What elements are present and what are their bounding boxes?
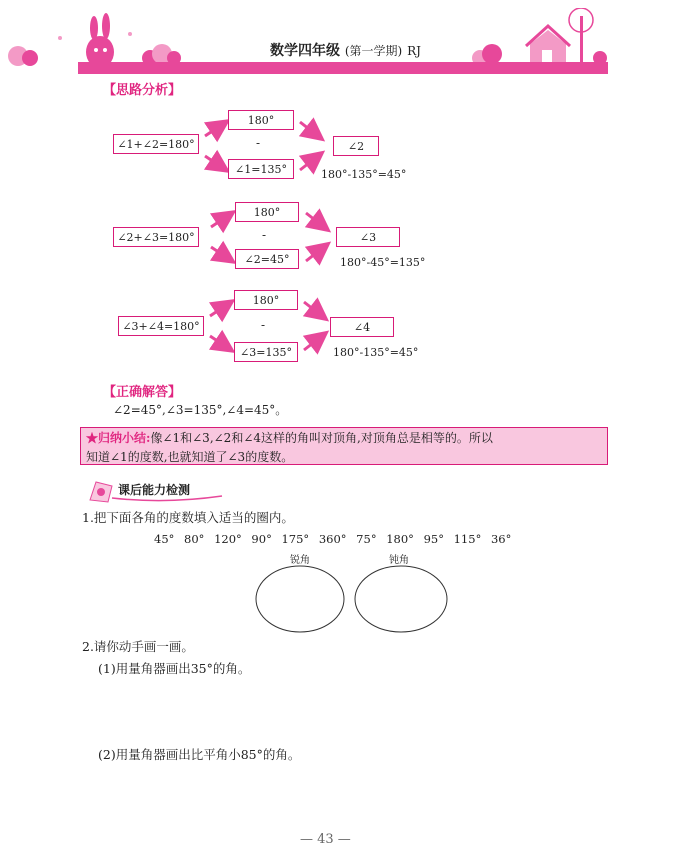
answer-heading: 【正确解答】 xyxy=(103,385,182,400)
calc-3: 180°-135°=45° xyxy=(333,346,419,359)
obtuse-circle[interactable] xyxy=(355,566,447,632)
minus-sign-2: - xyxy=(262,228,267,242)
book-title: 数学四年级 xyxy=(270,43,340,59)
page-number: — 43 — xyxy=(300,832,351,847)
book-subtitle: (第一学期) xyxy=(344,44,403,58)
after-class-title: 课后能力检测 xyxy=(118,483,191,497)
top-box-2: 180° xyxy=(235,202,299,222)
calc-1: 180°-135°=45° xyxy=(321,168,407,181)
minus-sign-3: - xyxy=(261,318,266,332)
arrow-group-1 xyxy=(197,112,231,182)
answer-text: ∠2=45°,∠3=135°,∠4=45°。 xyxy=(113,403,288,417)
question-2-sub-1: (1)用量角器画出35°的角。 xyxy=(98,661,251,676)
bottom-box-2: ∠2=45° xyxy=(235,249,299,269)
equation-box-1: ∠1+∠2=180° xyxy=(113,134,199,154)
summary-line-2: 知道∠1的度数,也就知道了∠3的度数。 xyxy=(86,450,294,464)
summary-line-1: 像∠1和∠3,∠2和∠4这样的角叫对顶角,对顶角总是相等的。所以 xyxy=(150,431,493,445)
analysis-heading: 【思路分析】 xyxy=(103,83,182,98)
book-edition: RJ xyxy=(407,44,421,58)
angle-values: 45° 80° 120° 90° 175° 360° 75° 180° 95° 115° 36° xyxy=(154,532,512,546)
arrow-merge-2 xyxy=(298,203,338,273)
top-box-3: 180° xyxy=(234,290,298,310)
equation-box-2: ∠2+∠3=180° xyxy=(113,227,199,247)
minus-sign-1: - xyxy=(256,136,261,150)
result-box-2: ∠3 xyxy=(336,227,400,247)
question-2: 2.请你动手画一画。 xyxy=(82,639,194,654)
summary-lead: ★归纳小结: xyxy=(86,431,151,445)
summary-text xyxy=(86,429,606,467)
arrow-group-3 xyxy=(202,292,236,362)
question-1: 1.把下面各角的度数填入适当的圈内。 xyxy=(82,510,294,525)
header-band xyxy=(78,62,608,74)
result-box-1: ∠2 xyxy=(333,136,379,156)
answer-circles xyxy=(254,564,454,636)
bottom-box-1: ∠1=135° xyxy=(228,159,294,179)
calc-2: 180°-45°=135° xyxy=(340,256,426,269)
obtuse-label: 钝角 xyxy=(389,555,409,566)
question-2-sub-2: (2)用量角器画出比平角小85°的角。 xyxy=(98,747,301,762)
equation-box-3: ∠3+∠4=180° xyxy=(118,316,204,336)
bottom-box-3: ∠3=135° xyxy=(234,342,298,362)
acute-circle[interactable] xyxy=(256,566,344,632)
top-box-1: 180° xyxy=(228,110,294,130)
result-box-3: ∠4 xyxy=(330,317,394,337)
acute-label: 锐角 xyxy=(290,555,310,566)
header-title xyxy=(270,40,421,60)
arrow-group-2 xyxy=(203,203,237,273)
